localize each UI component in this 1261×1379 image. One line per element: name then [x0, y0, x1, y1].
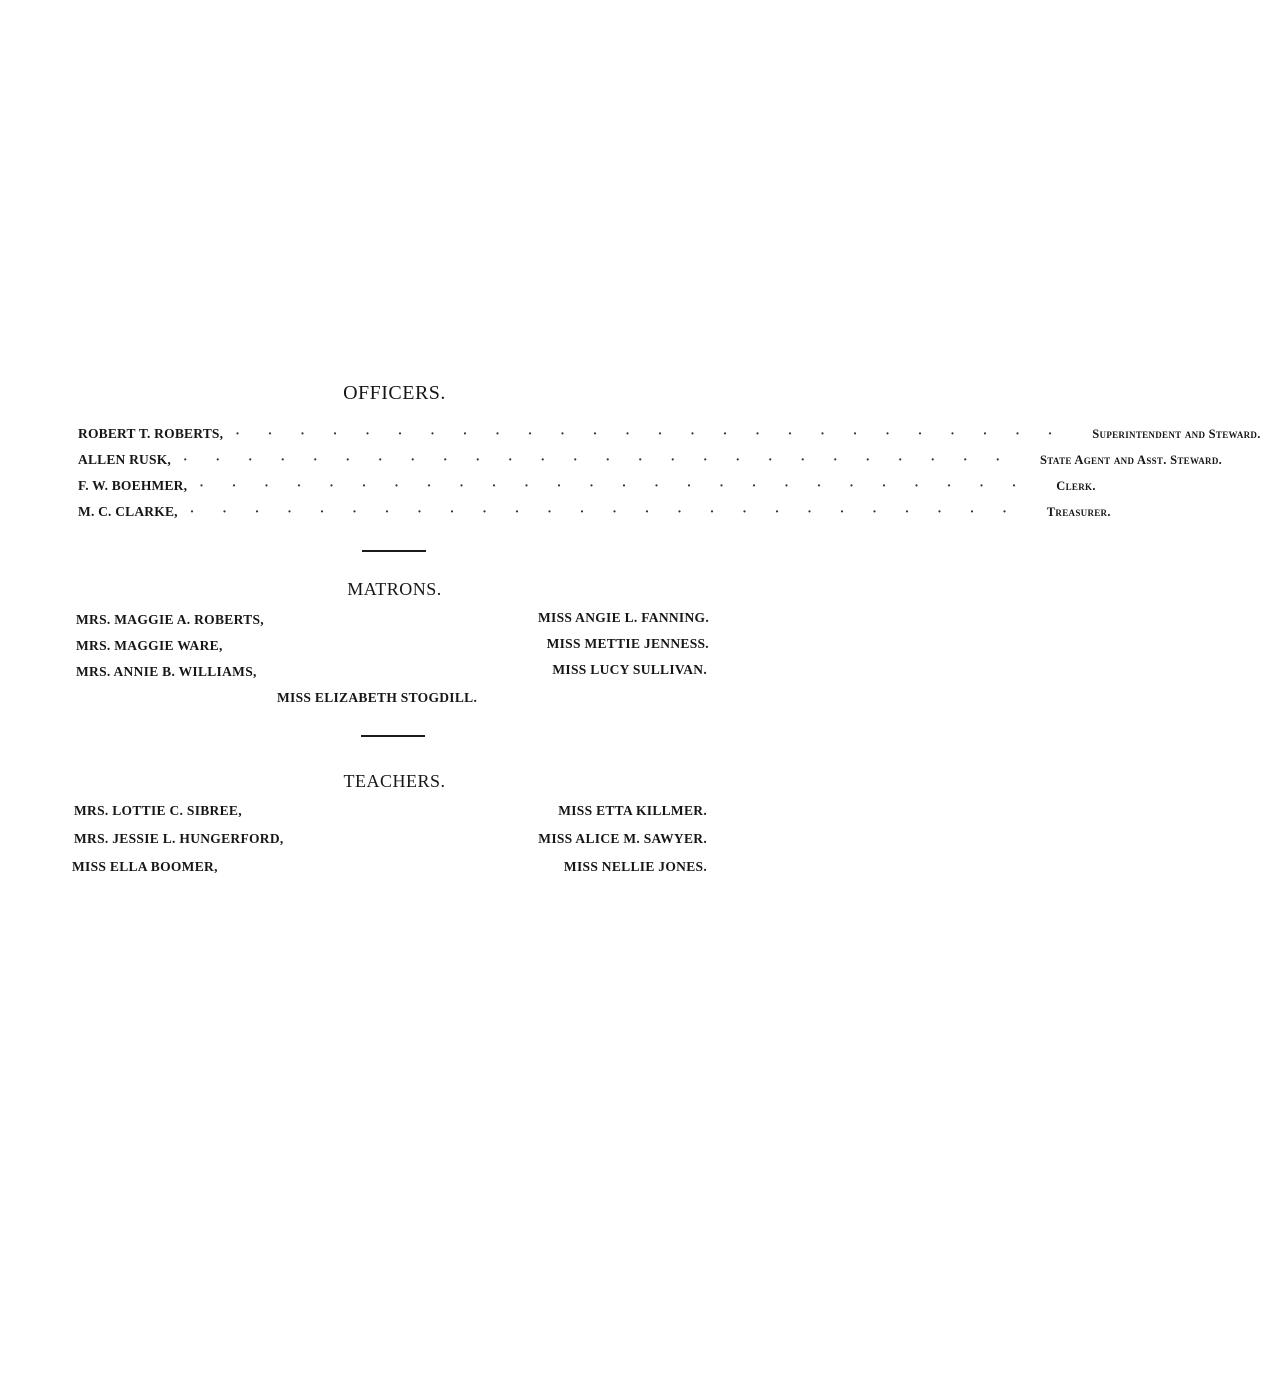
- dot-leader: ··························: [199, 478, 1045, 493]
- teachers-heading: TEACHERS.: [343, 771, 446, 791]
- teacher-name: MRS. LOTTIE C. SIBREE,: [74, 803, 242, 818]
- teacher-name: MISS ELLA BOOMER,: [72, 859, 218, 874]
- section-divider: [361, 735, 425, 737]
- matron-name: MISS LUCY SULLIVAN.: [552, 662, 707, 677]
- dot-leader: ··························: [182, 452, 1029, 467]
- officer-row: [78, 426, 1261, 444]
- officer-title: Treasurer.: [1046, 505, 1111, 519]
- dot-leader: ··························: [189, 504, 1035, 519]
- matron-name: MISS ANGIE L. FANNING.: [538, 610, 709, 625]
- officer-name: M. C. CLARKE,: [78, 504, 178, 519]
- teacher-name: MISS ETTA KILLMER.: [558, 803, 707, 818]
- officer-row: [78, 504, 1111, 522]
- matron-name: MRS. MAGGIE WARE,: [76, 638, 223, 653]
- officer-name: F. W. BOEHMER,: [78, 478, 188, 493]
- matron-name: MRS. MAGGIE A. ROBERTS,: [76, 612, 264, 627]
- officer-title: State Agent and Asst. Steward.: [1040, 453, 1223, 467]
- dot-leader: ··························: [235, 426, 1081, 441]
- officer-title: Superintendent and Steward.: [1092, 427, 1261, 441]
- matron-name: MISS METTIE JENNESS.: [546, 636, 709, 651]
- officer-row: [78, 452, 1223, 470]
- teacher-name: MISS ALICE M. SAWYER.: [538, 831, 707, 846]
- officer-row: [78, 478, 1096, 496]
- officer-name: ALLEN RUSK,: [78, 452, 171, 467]
- matron-name: MISS ELIZABETH STOGDILL.: [277, 690, 478, 705]
- officer-title: Clerk.: [1056, 479, 1096, 493]
- teacher-name: MISS NELLIE JONES.: [563, 859, 707, 874]
- section-divider: [362, 550, 426, 552]
- officers-heading: OFFICERS.: [343, 382, 446, 404]
- officer-name: ROBERT T. ROBERTS,: [78, 426, 224, 441]
- matrons-heading: MATRONS.: [347, 579, 442, 599]
- teacher-name: MRS. JESSIE L. HUNGERFORD,: [74, 831, 284, 846]
- matron-name: MRS. ANNIE B. WILLIAMS,: [76, 664, 257, 679]
